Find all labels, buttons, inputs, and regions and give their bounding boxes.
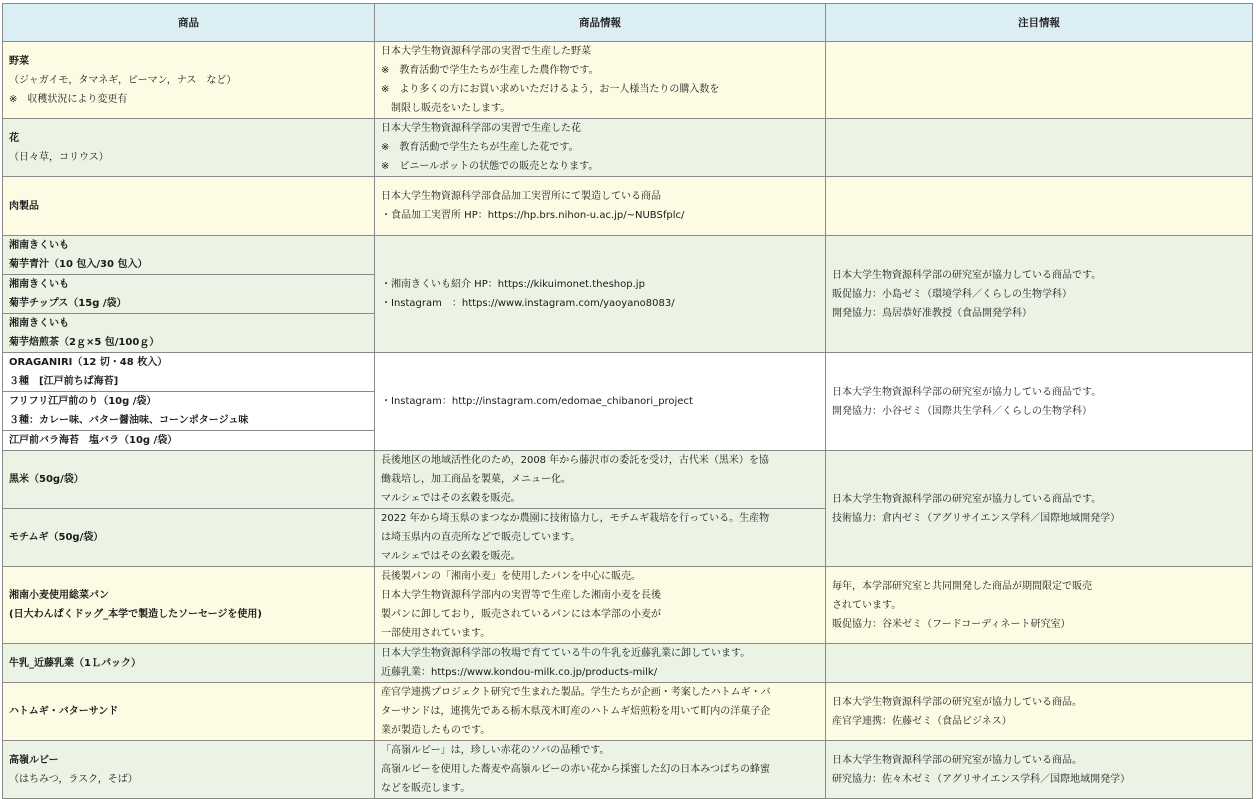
- product-detail: (日大わんぱくドッグ_本学で製造したソーセージを使用): [9, 609, 262, 620]
- product-cell: [3, 509, 375, 567]
- product-cell: [3, 177, 375, 236]
- product-detail: ３種：カレー味、バター醤油味、コーンポタージュ味: [9, 415, 249, 426]
- note-line: 産官学連携：佐藤ゼミ（食品ビジネス）: [832, 715, 1012, 727]
- note-cell: [826, 177, 1253, 236]
- product-detail: （日々草，コリウス）: [9, 151, 109, 163]
- product-detail: ※ 収穫状況により変更有: [9, 93, 128, 105]
- product-cell: [3, 683, 375, 741]
- info-cell: [375, 567, 826, 644]
- note-line: 研究協力：佐々木ゼミ（アグリサイエンス学科／国際地域開発学）: [832, 773, 1131, 785]
- info-cell: [375, 353, 826, 451]
- note-line: 日本大学生物資源科学部の研究室が協力している商品です。: [832, 269, 1102, 281]
- product-name: 牛乳_近藤乳業（1Ｌパック）: [9, 657, 141, 669]
- info-line: 近藤乳業：https://www.kondou-milk.co.jp/products-milk/: [381, 667, 658, 678]
- table-row: [3, 42, 1253, 119]
- product-cell: [3, 236, 375, 275]
- note-cell: [826, 644, 1253, 683]
- info-cell: [375, 509, 826, 567]
- product-detail: （はちみつ，ラスク，そば）: [9, 773, 138, 785]
- info-cell: [375, 644, 826, 683]
- product-cell: [3, 275, 375, 314]
- note-line: 日本大学生物資源科学部の研究室が協力している商品。: [832, 696, 1082, 708]
- info-line: 日本大学生物資源科学部食品加工実習所にて製造している商品: [381, 191, 661, 202]
- info-line: 高嶺ルビーを使用した蕎麦や高嶺ルビーの赤い花から採蜜した幻の日本みつばちの蜂蜜: [381, 764, 770, 775]
- note-cell: [826, 451, 1253, 567]
- product-detail: 菊芋焙煎茶（2ｇ×5 包/100ｇ）: [9, 337, 160, 348]
- product-name: 湘南きくいも: [9, 279, 69, 290]
- info-line: 長後製パンの「湘南小麦」を使用したパンを中心に販売。: [381, 571, 641, 582]
- product-cell: [3, 42, 375, 119]
- info-line: ※ 教育活動で学生たちが生産した農作物です。: [381, 65, 599, 76]
- info-line: 2022 年から埼玉県のまつなか農園に技術協力し，モチムギ栽培を行っている。生産物: [381, 513, 770, 524]
- info-line: ターサンドは，連携先である栃木県茂木町産のハトムギ焙煎粉を用いて町内の洋菓子企: [381, 706, 771, 717]
- note-line: 販促協力：谷米ゼミ（フードコーディネート研究室）: [832, 618, 1071, 630]
- product-cell: [3, 431, 375, 451]
- info-line: 「高嶺ルビー」は，珍しい赤花のソバの品種です。: [381, 745, 610, 756]
- info-cell: [375, 119, 826, 177]
- product-name: 湘南きくいも: [9, 318, 69, 329]
- note-line: されています。: [832, 599, 902, 611]
- info-line: 日本大学生物資源科学部の実習で生産した花: [381, 123, 581, 134]
- info-line: ※ ビニールポットの状態での販売となります。: [381, 161, 599, 172]
- info-cell: [375, 236, 826, 353]
- note-cell: [826, 567, 1253, 644]
- note-cell: [826, 683, 1253, 741]
- info-cell: [375, 451, 826, 509]
- note-cell: [826, 353, 1253, 451]
- note-line: 日本大学生物資源科学部の研究室が協力している商品。: [832, 754, 1082, 766]
- info-line: ・湘南きくいも紹介 HP：https://kikuimonet.theshop.jp: [381, 279, 645, 290]
- table-row: [3, 236, 1253, 275]
- info-line: マルシェではその玄穀を販売。: [381, 493, 521, 504]
- product-name: ハトムギ・バターサンド: [9, 706, 119, 717]
- info-line: 産官学連携プロジェクト研究で生まれた製品。学生たちが企画・考案したハトムギ・バ: [381, 687, 771, 698]
- table-row: [3, 644, 1253, 683]
- note-line: 毎年，本学部研究室と共同開発した商品が期間限定で販売: [832, 580, 1092, 592]
- product-cell: [3, 353, 375, 392]
- product-table: [2, 3, 1253, 799]
- info-line: は埼玉県内の直売所などで販売しています。: [381, 532, 581, 543]
- product-cell: [3, 644, 375, 683]
- product-name: 野菜: [9, 55, 29, 67]
- info-line: 日本大学生物資源科学部の実習で生産した野菜: [381, 46, 591, 57]
- product-name: ORAGANIRI（12 切・48 枚入）: [9, 357, 168, 368]
- note-cell: [826, 236, 1253, 353]
- info-cell: [375, 177, 826, 236]
- note-line: 日本大学生物資源科学部の研究室が協力している商品です。: [832, 493, 1102, 505]
- info-line: 働栽培し，加工商品を製菓，メニュー化。: [381, 474, 571, 485]
- table-row: [3, 567, 1253, 644]
- table-row: [3, 177, 1253, 236]
- info-line: 製パンに卸しており，販売されているパンには本学部の小麦が: [381, 609, 661, 620]
- info-line: 制限し販売をいたします。: [381, 103, 511, 114]
- product-name: 湘南小麦使用総菜パン: [9, 590, 109, 601]
- product-detail: （ジャガイモ，タマネギ，ピーマン，ナス など）: [9, 74, 237, 86]
- product-cell: [3, 451, 375, 509]
- product-name: 黒米（50g/袋）: [9, 474, 84, 485]
- product-detail: 菊芋青汁（10 包入/30 包入）: [9, 259, 148, 270]
- info-line: ※ より多くの方にお買い求めいただけるよう，お一人様当たりの購入数を: [381, 84, 720, 95]
- header-product-info: 商品情報: [375, 4, 826, 42]
- info-line: ・食品加工実習所 HP：https://hp.brs.nihon-u.ac.jp/~NUBSfplc/: [381, 210, 685, 221]
- info-line: ・Instagram ：https://www.instagram.com/yaoyano8083/: [381, 298, 675, 309]
- table-row: [3, 683, 1253, 741]
- product-name: 高嶺ルビー: [9, 754, 59, 766]
- info-line: 日本大学生物資源科学部内の実習等で生産した湘南小麦を長後: [381, 590, 661, 601]
- info-line: ・Instagram：http://instagram.com/edomae_chibanori_project: [381, 396, 693, 407]
- header-row: [3, 4, 1253, 42]
- table-row: [3, 353, 1253, 392]
- info-line: 一部使用されています。: [381, 628, 491, 639]
- table-row: [3, 451, 1253, 509]
- info-line: 業が製造したものです。: [381, 725, 491, 736]
- note-line: 技術協力：倉内ゼミ（アグリサイエンス学科／国際地域開発学）: [832, 512, 1121, 524]
- product-name: フリフリ江戸前のり（10g /袋）: [9, 396, 157, 407]
- note-line: 開発協力：小谷ゼミ（国際共生学科／くらしの生物学科）: [832, 405, 1092, 417]
- product-cell: [3, 392, 375, 431]
- product-detail: 菊芋チップス（15g /袋）: [9, 298, 127, 309]
- info-line: 長後地区の地域活性化のため，2008 年から藤沢市の委託を受け，古代米（黒米）を協: [381, 455, 769, 466]
- product-name: 花: [9, 132, 19, 144]
- product-name: モチムギ（50g/袋）: [9, 532, 104, 543]
- note-line: 販促協力：小島ゼミ（環境学科／くらしの生物学科）: [832, 288, 1072, 300]
- table-row: [3, 119, 1253, 177]
- info-line: マルシェではその玄穀を販売。: [381, 551, 521, 562]
- note-cell: [826, 42, 1253, 119]
- info-line: などを販売します。: [381, 783, 471, 794]
- header-highlight: 注目情報: [826, 4, 1253, 42]
- note-cell: [826, 119, 1253, 177]
- note-line: 日本大学生物資源科学部の研究室が協力している商品です。: [832, 386, 1102, 398]
- product-detail: ３種 [江戸前ちば海苔]: [9, 376, 119, 387]
- info-cell: [375, 42, 826, 119]
- product-name: 江戸前バラ海苔 塩バラ（10g /袋）: [9, 435, 178, 446]
- info-line: ※ 教育活動で学生たちが生産した花です。: [381, 142, 579, 153]
- header-product: 商品: [3, 4, 375, 42]
- product-name: 肉製品: [9, 200, 39, 212]
- info-line: 日本大学生物資源科学部の牧場で育てている牛の牛乳を近藤乳業に卸しています。: [381, 648, 751, 659]
- note-line: 開発協力：鳥居恭好准教授（食品開発学科）: [832, 307, 1032, 319]
- product-name: 湘南きくいも: [9, 240, 69, 251]
- product-cell: [3, 119, 375, 177]
- product-cell: [3, 314, 375, 353]
- info-cell: [375, 683, 826, 741]
- product-cell: [3, 567, 375, 644]
